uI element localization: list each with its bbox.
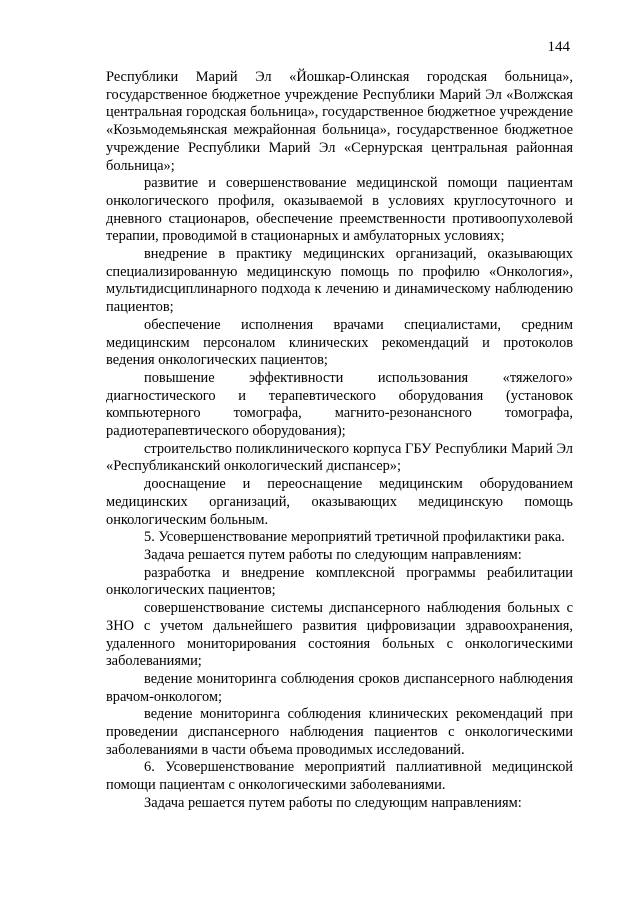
paragraph: ведение мониторинга соблюдения клинических рекомендаций при проведении диспансерного наблюдения пациентов с онкологическими заболеваниями в части объема проводимых исследований.	[106, 706, 573, 758]
section-heading: 5. Усовершенствование мероприятий третичной профилактики рака.	[144, 529, 565, 546]
paragraph: повышение эффективности использования «тяжелого» диагностического и терапевтического оборудования (установок компьютерного томографа, магнито-резонансного томографа, радиотерапевтического оборудования);	[106, 369, 573, 440]
paragraph: дооснащение и переоснащение медицинским оборудованием медицинских организаций, оказывающих медицинскую помощь онкологическим больным.	[106, 476, 573, 528]
paragraph: Задача решается путем работы по следующим направлениям:	[144, 546, 522, 563]
section-heading: 6. Усовершенствование мероприятий паллиативной медицинской помощи пациентам с онкологическими заболеваниями.	[106, 759, 573, 794]
paragraph: ведение мониторинга соблюдения сроков диспансерного наблюдения врачом-онкологом;	[106, 670, 573, 705]
paragraph: Республики Марий Эл «Йошкар-Олинская городская больница», государственное бюджетное учреждение Республики Марий Эл «Волжская центральная городская больница», государственное бюджетное учреждение «Козьмодемьянская межрайонная больница», государственное бюджетное учреждение Республики Марий Эл «Сернурская центральная районная больница»;	[106, 69, 573, 174]
page-number: 144	[547, 39, 570, 55]
paragraph: обеспечение исполнения врачами специалистами, средним медицинским персоналом клинических рекомендаций и протоколов ведения онкологических пациентов;	[106, 316, 573, 369]
paragraph: строительство поликлинического корпуса ГБУ Республики Марий Эл «Республиканский онкологический диспансер»;	[106, 440, 573, 475]
paragraph: разработка и внедрение комплексной программы реабилитации онкологических пациентов;	[106, 564, 573, 599]
body-text	[106, 69, 573, 813]
paragraph: совершенствование системы диспансерного наблюдения больных с ЗНО с учетом дальнейшего развития цифровизации здравоохранения, удаленного мониторирования состояния больных с онкологическими заболеваниями;	[106, 600, 573, 670]
paragraph: внедрение в практику медицинских организаций, оказывающих специализированную медицинскую помощь по профилю «Онкология», мультидисциплинарного подхода к лечению и динамическому наблюдению пациентов;	[106, 246, 573, 316]
paragraph: развитие и совершенствование медицинской помощи пациентам онкологического профиля, оказываемой в условиях круглосуточного и дневного стационаров, обеспечение преемственности противоопухолевой терапии, проводимой в стационарных и амбулаторных условиях;	[106, 175, 573, 245]
paragraph: Задача решается путем работы по следующим направлениям:	[144, 794, 522, 811]
